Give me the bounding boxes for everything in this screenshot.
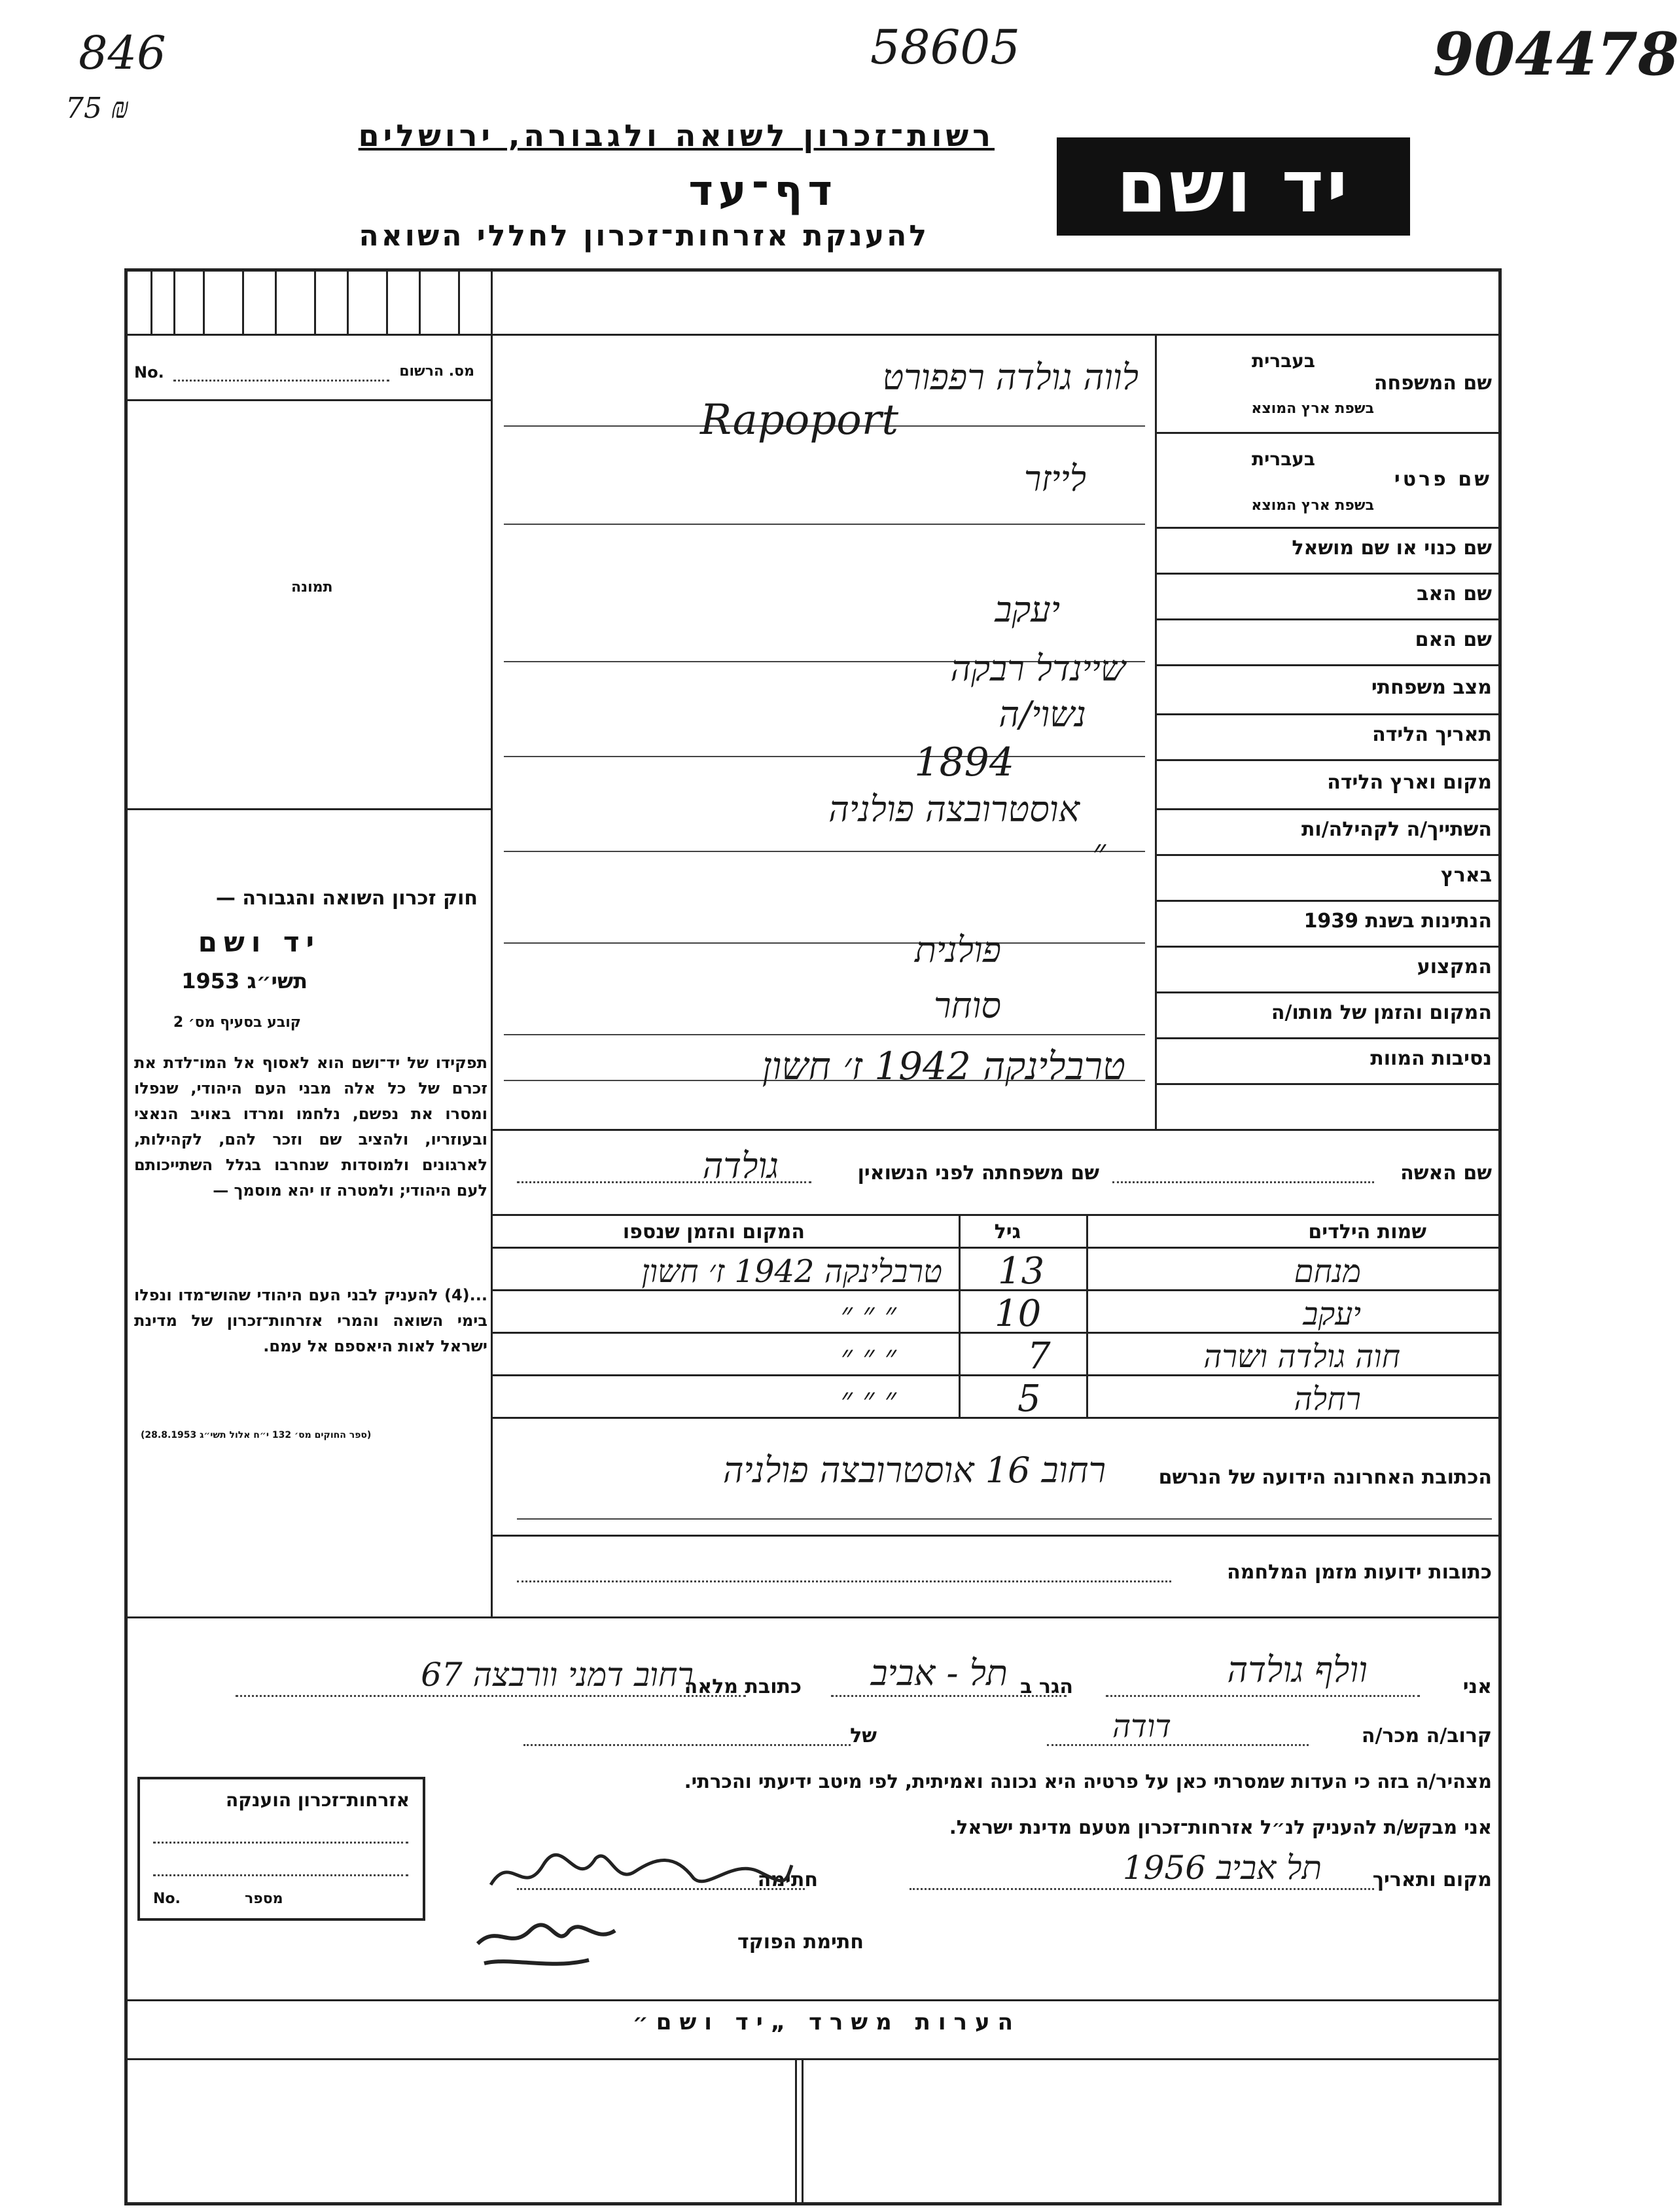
yad-vashem-logo [1057,137,1410,236]
full-address-value: רחוב דמני וורבצה 67 [421,1656,694,1694]
form-title: דף־עד [688,167,838,215]
native-label-2: בשפת ארץ המוצא [1251,497,1374,514]
country-label: בארץ [1440,864,1492,887]
resides-value: תל - אביב [870,1652,1008,1694]
citizenship-box-title: אזרחות־זכרון הוענקה [226,1789,410,1811]
family-name-native-value: Rapoport [700,396,899,444]
full-address-label: כתובת מלאה [684,1675,802,1698]
law-reference: (ספר החוקים מס׳ 132 י״ח אלול תשי״ג 28.8.1953) [141,1430,372,1440]
declarant-i-label: אני [1462,1675,1492,1698]
marital-status-value: נשוי/ה [999,694,1086,735]
child-place: ״ ״ ״ [840,1381,896,1418]
child-place: ״ ״ ״ [840,1296,896,1332]
logo-text: יד ושם [1116,145,1351,228]
children-names-header: שמות הילדים [1308,1221,1426,1243]
hebrew-label-1: בעברית [1251,350,1315,372]
law-text: תפקידו של יד־ושם הוא לאסוף אל המו־לדת את זכרם של כל אלה מבני העם היהודי, שנפלו ומסרו את נפשם, נלחמו ומרדו באויב הנאצי ובעוזריו, ולהציב שם וזכר להם, לקהילות, לארגונים ולמוסדות שנחרבו בגלל השתייכותם לעם היהודי; ולמטרה זו יהא מוסמך — [134,1054,487,1200]
death-place-time-label: המקום והזמן של מותו/ה [1271,1001,1492,1024]
declaration-text: מצהיר/ה בזה כי העדות שמסרתי כאן על פרטיה היא נכונה ואמיתית, לפי מיטב ידיעתי והכרתי. [684,1770,1492,1793]
hebrew-label-2: בעברית [1251,448,1315,470]
child-age: 10 [995,1293,1042,1335]
mother-name-value: שיינדל רבקה [950,648,1125,689]
wife-maiden-label: שם משפחתה לפני הנשואין [857,1162,1099,1185]
registration-number-label: מס. הרשום [399,363,474,380]
office-notes-label: הערות משרד „יד ושם״ [632,2009,1021,2035]
citizenship-number-label: מספר [245,1891,283,1907]
child-age: 13 [998,1250,1045,1293]
declarant-signature [484,1839,798,1911]
native-label-1: בשפת ארץ המוצא [1251,401,1374,417]
declarant-name-value: וולף גולדה [1227,1649,1368,1690]
law-title: חוק זכרון השואה והגבורה — [215,887,478,910]
death-place-time-value: טרבלינקה 1942 ז׳ חשון [762,1044,1125,1088]
birth-date-value: 1894 [914,740,1014,785]
law-year: תשי״ג 1953 [181,969,308,993]
law-text-2: ...(4) להעניק לבני העם היהודי שהוש־מדו ונפלו בימי השואה והמרי אזרחות־זכרון של מדינת ישראל לאות היאספם אל עמם. [134,1286,487,1355]
law-clause: קובע בסעיף מס׳ 2 [173,1014,301,1031]
stamp-number-center: 58605 [870,20,1021,75]
resides-label: הגר ב [1020,1675,1073,1698]
child-age: 7 [1027,1335,1051,1378]
children-place-time-header: המקום והזמן שנספו [622,1221,805,1243]
nationality-label: הנתינות בשנת 1939 [1303,910,1492,933]
law-name: יד ושם [198,926,321,958]
first-name-value: לייזר [1023,458,1086,499]
citizenship-no-label: No. [153,1891,181,1907]
corner-mark-left: 846 [79,26,166,80]
mother-label: שם האם [1415,628,1492,651]
child-age: 5 [1017,1378,1041,1420]
form-subtitle: להענקת אזרחות־זכרון לחללי השואה [359,219,929,253]
signature-label: חתימה [757,1868,818,1891]
child-name: חוה גולדה ושרה [1203,1338,1400,1375]
birth-place-label: מקום וארץ הלידה [1327,771,1492,794]
wife-maiden-value: גולדה [702,1145,779,1186]
wife-name-label: שם האשה [1400,1162,1492,1185]
father-name-value: יעקב [995,589,1060,630]
of-label: של [850,1724,877,1747]
child-place: ״ ״ ״ [840,1338,896,1375]
profession-value: סוחר [933,985,1001,1026]
wartime-addresses-label: כתובות ידועות מזמן המלחמה [1227,1561,1492,1584]
child-name: מנחם [1294,1253,1361,1290]
nationality-value: פולנית [914,929,1001,971]
photo-label: תמונה [291,579,333,596]
citizenship-granted-box [137,1777,425,1921]
father-label: שם האב [1417,582,1492,605]
death-circumstances-label: נסיבות המוות [1370,1047,1492,1070]
child-place: טרבלינקה 1942 ז׳ חשון [641,1253,942,1290]
family-name-label: שם המשפחה [1373,372,1492,395]
birth-date-label: תאריך הלידה [1372,723,1492,746]
family-name-hebrew-value: לווה גולדה רפפורט [882,357,1139,398]
place-date-label: מקום ותאריך [1372,1868,1492,1891]
place-date-value: תל אביב 1956 [1122,1849,1322,1887]
officer-signature [471,1904,641,1976]
community-label: השתייך/ה לקהילה/ות [1301,818,1492,841]
authority-name: רשות־זכרון לשואה ולגבורה, ירושלים [358,118,995,153]
birth-place-value: אוסטרובצה פולניה [828,789,1080,830]
last-address-value: רחוב 16 אוסטרובצה פולניה [722,1450,1106,1491]
nickname-label: שם כנוי או שם מושאל [1292,537,1492,560]
profession-label: המקצוע [1417,955,1492,978]
first-name-label: שם פרטי [1394,468,1492,491]
officer-signature-label: חתימת הפוקד [737,1931,864,1953]
child-name: יעקב [1303,1296,1361,1332]
relative-value: דודה [1112,1708,1171,1745]
stamp-number-right: 904478 [1433,20,1679,89]
community-value: ״ [1092,831,1106,872]
children-age-header: גיל [994,1221,1021,1243]
corner-mark-left-small: 75 ₪ [65,92,129,125]
no-label: No. [134,363,164,382]
request-text: אני מבקש/ת להעניק לנ״ל אזרחות־זכרון מטעם מדינת ישראל. [949,1816,1492,1838]
last-address-label: הכתובת האחרונה הידועה של הנרשם [1158,1466,1492,1489]
marital-status-label: מצב משפחתי [1371,676,1492,699]
relative-label: קרוב/ה מכר/ה [1361,1724,1492,1747]
child-name: רחלה [1294,1381,1361,1418]
